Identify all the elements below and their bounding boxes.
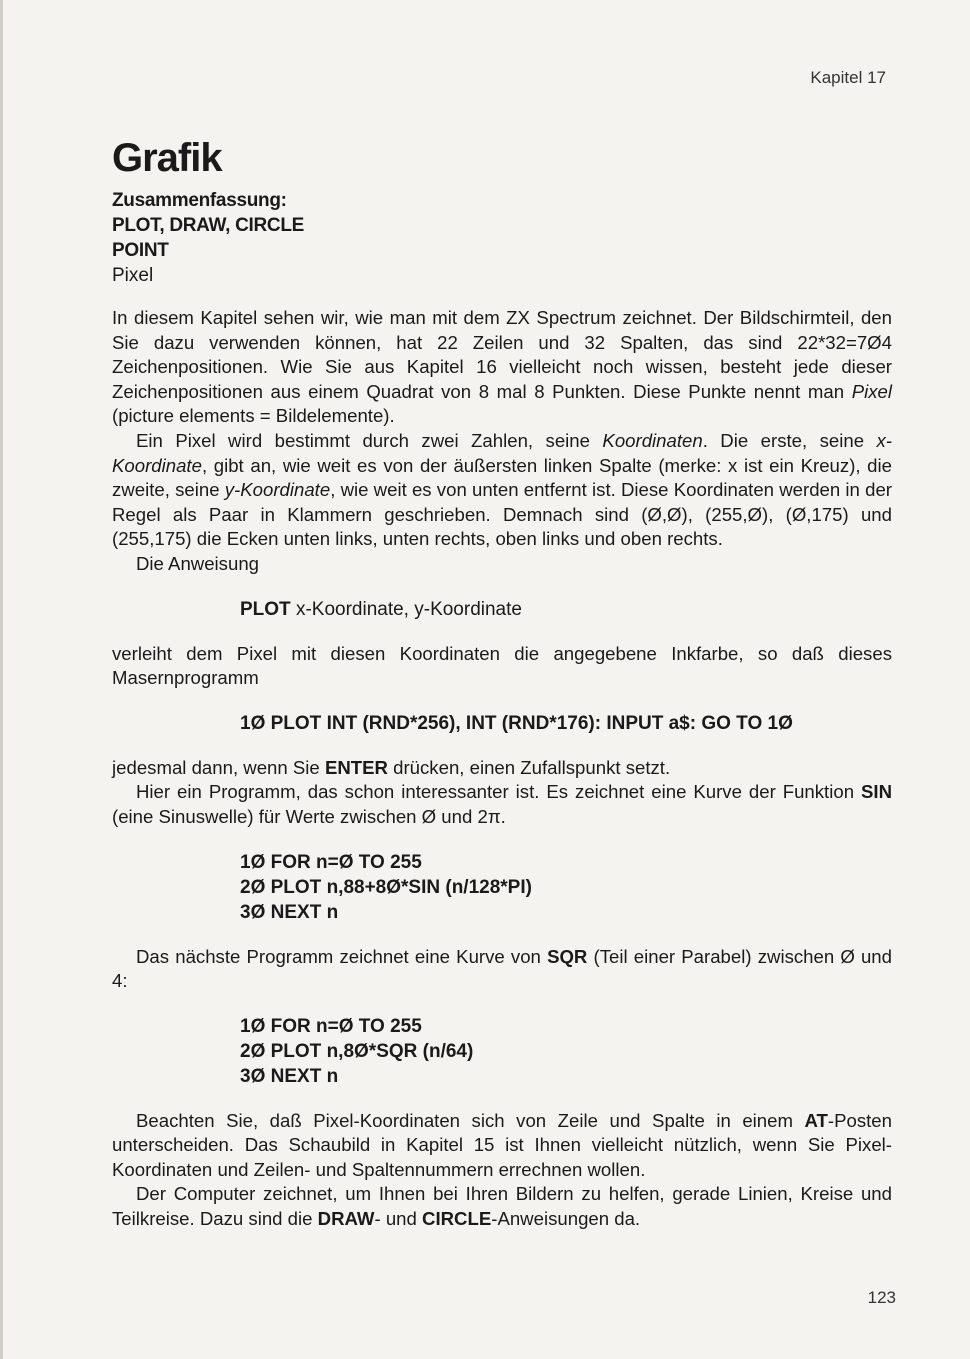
summary-heading: Zusammenfassung: bbox=[112, 190, 287, 211]
paragraph-sine: Hier ein Programm, das schon interessanter ist. Es zeichnet eine Kurve der Funktion SIN (eine Sinuswelle) für Werte zwischen Ø und 2π. bbox=[112, 781, 892, 827]
code-line: 2Ø PLOT n,8Ø*SQR (n/64) bbox=[240, 1040, 474, 1062]
paragraph-plot-explain: verleiht dem Pixel mit diesen Koordinaten die angegebene Inkfarbe, so daß dieses Masernprogramm bbox=[112, 642, 892, 689]
chapter-summary bbox=[112, 188, 304, 288]
page-title: Grafik bbox=[112, 136, 222, 180]
plot-syntax: PLOT x-Koordinate, y-Koordinate bbox=[240, 598, 522, 620]
code-listing-sqr bbox=[240, 1014, 892, 1089]
code-listing-random: 1Ø PLOT INT (RND*256), INT (RND*176): INPUT a$: GO TO 1Ø bbox=[240, 712, 793, 734]
summary-keywords-3: Pixel bbox=[112, 265, 154, 286]
code-line: 1Ø FOR n=Ø TO 255 bbox=[240, 851, 422, 873]
body-text bbox=[112, 306, 892, 1232]
paragraph-statement: Die Anweisung bbox=[136, 552, 260, 574]
code-line: 1Ø FOR n=Ø TO 255 bbox=[240, 1015, 422, 1037]
summary-keywords-2: POINT bbox=[112, 240, 169, 261]
paragraph-draw-circle: Der Computer zeichnet, um Ihnen bei Ihren Bildern zu helfen, gerade Linien, Kreise und Teilkreise. Dazu sind die DRAW- und CIRCLE-Anweisungen da. bbox=[112, 1183, 892, 1230]
summary-keywords-1: PLOT, DRAW, CIRCLE bbox=[112, 215, 304, 236]
paragraph-at-note: Beachten Sie, daß Pixel-Koordinaten sich von Zeile und Spalte in einem AT-Posten unterscheiden. Das Schaubild in Kapitel 15 ist Ihnen vielleicht nützlich, wenn Sie Pixel-Koordinaten und Zeilen- und Spaltennummern errechnen wollen. bbox=[112, 1109, 892, 1180]
paragraph-sqr: Das nächste Programm zeichnet eine Kurve von SQR (Teil einer Parabel) zwischen Ø und 4: bbox=[112, 945, 892, 992]
page-number: 123 bbox=[867, 1288, 896, 1307]
code-line: 2Ø PLOT n,88+8Ø*SIN (n/128*PI) bbox=[240, 876, 532, 898]
code-line: 3Ø NEXT n bbox=[240, 901, 339, 923]
paragraph-coordinates: Ein Pixel wird bestimmt durch zwei Zahlen, seine Koordinaten. Die erste, seine x-Koordinate, gibt an, wie weit es von der äußersten linken Spalte (merke: x ist ein Kreuz), die zweite, seine y-Koordinate, wie weit es von unten entfernt ist. Diese Koordinaten werden in der Regel als Paar in Klammern geschrieben. Demnach sind (Ø,Ø), (255,Ø), (Ø,175) und (255,175) die Ecken unten links, unten rechts, oben links und oben rechts. bbox=[112, 429, 892, 550]
paragraph-intro: In diesem Kapitel sehen wir, wie man mit dem ZX Spectrum zeichnet. Der Bildschirmteil, den Sie dazu verwenden können, hat 22 Zeilen und 32 Spalten, das sind 22*32=7Ø4 Zeichenpositionen. Wie Sie aus Kapitel 16 vielleicht noch wissen, besteht jede dieser Zeichenpositionen aus einem Quadrat von 8 mal 8 Punkten. Diese Punkte nennt man Pixel (picture elements = Bildelemente). bbox=[112, 307, 892, 427]
paragraph-enter: jedesmal dann, wenn Sie ENTER drücken, einen Zufallspunkt setzt. bbox=[112, 756, 671, 778]
page-binding-edge bbox=[0, 0, 3, 1359]
code-line: 3Ø NEXT n bbox=[240, 1065, 339, 1087]
chapter-label: Kapitel 17 bbox=[810, 68, 886, 87]
code-listing-sine bbox=[240, 850, 892, 925]
